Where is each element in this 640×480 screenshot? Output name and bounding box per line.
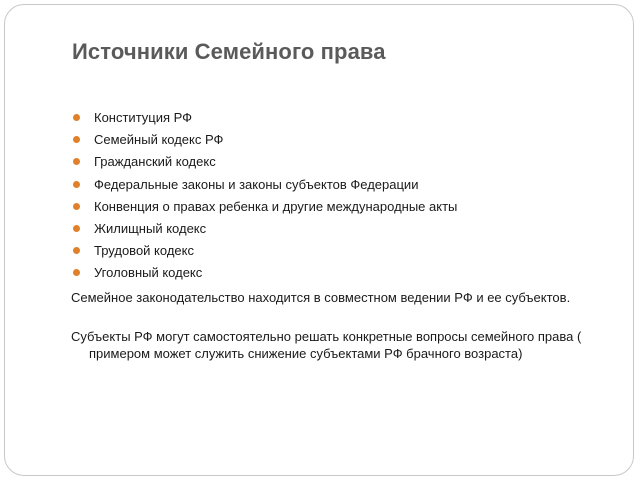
bullet-text: Федеральные законы и законы субъектов Федерации [94, 176, 419, 192]
bullet-item [71, 107, 457, 129]
bullet-text: Конвенция о правах ребенка и другие международные акты [94, 198, 458, 214]
bullet-text: Конституция РФ [94, 110, 193, 125]
bullet-text: Трудовой кодекс [94, 243, 194, 259]
bullet-item [71, 151, 457, 173]
bullet-dot-icon [73, 247, 80, 254]
bullet-dot-icon [73, 114, 80, 121]
bullet-dot-icon [73, 136, 80, 143]
bullet-dot-icon [73, 158, 80, 165]
bullet-text: Уголовный кодекс [94, 265, 203, 281]
bullet-text: Гражданский кодекс [94, 154, 216, 170]
bullet-item [71, 129, 457, 151]
bullet-item [71, 196, 457, 218]
bullet-dot-icon [73, 181, 80, 188]
bullet-item [71, 262, 457, 284]
bullet-dot-icon [73, 203, 80, 210]
bullet-dot-icon [73, 269, 80, 276]
bullet-text: Семейный кодекс РФ [94, 132, 224, 148]
bullet-dot-icon [73, 225, 80, 232]
bullet-item [71, 240, 457, 262]
bullet-item [71, 174, 457, 196]
slide-title: Источники Семейного права [72, 39, 386, 64]
bullet-text: Жилищный кодекс [94, 220, 207, 236]
paragraph-joint-jurisdiction: Семейное законодательство находится в совместном ведении РФ и ее субъектов. [71, 290, 571, 305]
bullet-item [71, 218, 457, 240]
bullet-list [71, 107, 457, 285]
slide [4, 4, 634, 476]
paragraph-subjects-rights: Субъекты РФ могут самостоятельно решать конкретные вопросы семейного права ( примером может служить снижение субъектами РФ брачного возраста) [71, 329, 582, 361]
